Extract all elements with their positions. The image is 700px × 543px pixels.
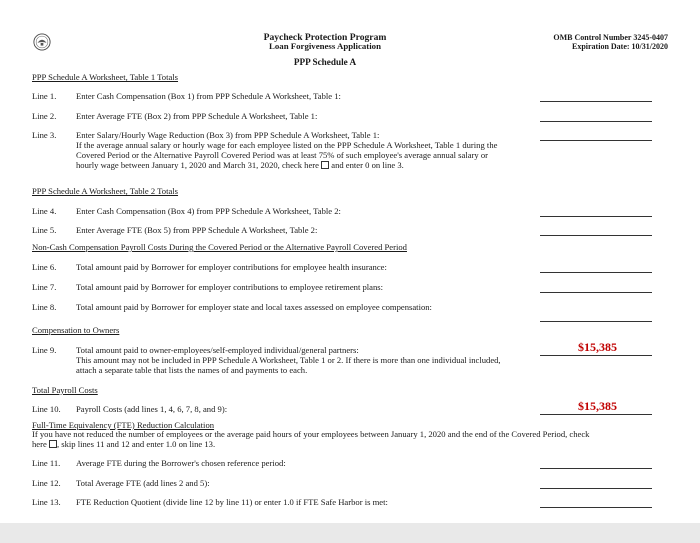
line-text: Payroll Costs (add lines 1, 4, 6, 7, 8, and 9):: [76, 404, 228, 414]
fte-note-text-end: , skip lines 11 and 12 and enter 1.0 on line 13.: [56, 438, 216, 449]
line-text: Total Average FTE (add lines 2 and 5):: [76, 478, 210, 488]
section-table2-totals: PPP Schedule A Worksheet, Table 2 Totals: [32, 186, 179, 196]
section-fte-reduction: Full-Time Equivalency (FTE) Reduction Calculation: [32, 420, 215, 430]
line-3-note: If the average annual salary or hourly wage for each employee listed on the PPP Schedule A Worksheet, Table 1 during the Covered Period or the Alternative Payroll Covered Period was at least 75% of such employee's average annual salary or hourly wage between January 1, 2020 and March 31, 2020, check here: [76, 139, 498, 170]
line-1-input[interactable]: [540, 101, 652, 102]
line-number: Line 9.: [32, 345, 57, 355]
line-number: Line 10.: [32, 404, 61, 414]
line-13-input[interactable]: [540, 507, 652, 508]
line-text: Enter Salary/Hourly Wage Reduction (Box 3) from PPP Schedule A Worksheet, Table 1:: [76, 130, 380, 140]
line-number: Line 6.: [32, 262, 57, 272]
line-number: Line 11.: [32, 458, 61, 468]
line-12-input[interactable]: [540, 488, 652, 489]
line-number: Line 7.: [32, 282, 57, 292]
section-table1-totals: PPP Schedule A Worksheet, Table 1 Totals: [32, 72, 179, 82]
line-9-input[interactable]: [540, 355, 652, 356]
line-number: Line 13.: [32, 497, 61, 507]
page-footer-bar: [0, 523, 700, 543]
expiration-date: Expiration Date: 10/31/2020: [572, 42, 668, 51]
line-text: Total amount paid by Borrower for employer contributions to employee retirement plans:: [76, 282, 384, 292]
line-number: Line 1.: [32, 91, 57, 101]
line-6-input[interactable]: [540, 272, 652, 273]
form-title: Paycheck Protection Program: [263, 32, 387, 43]
section-compensation-to-owners: Compensation to Owners: [32, 325, 120, 335]
line-number: Line 8.: [32, 302, 57, 312]
line-3-note-end: and enter 0 on line 3.: [331, 159, 404, 170]
line-2-input[interactable]: [540, 121, 652, 122]
section-noncash-compensation: Non-Cash Compensation Payroll Costs During the Covered Period or the Alternative Payroll Covered Period: [32, 242, 407, 252]
line-text: Enter Cash Compensation (Box 4) from PPP Schedule A Worksheet, Table 2:: [76, 206, 341, 216]
line-9-note: This amount may not be included in PPP Schedule A Worksheet, Table 1 or 2. If there is more than one individual included, attach a separate table that lists the names of and payments to each.: [76, 354, 501, 375]
line-3-input[interactable]: [540, 140, 652, 141]
line-number: Line 4.: [32, 206, 57, 216]
line-7-input[interactable]: [540, 292, 652, 293]
line-10-input[interactable]: [540, 414, 652, 415]
line-11-input[interactable]: [540, 468, 652, 469]
omb-control-number: OMB Control Number 3245-0407: [553, 33, 668, 42]
line-5-input[interactable]: [540, 235, 652, 236]
line-text: Enter Average FTE (Box 2) from PPP Schedule A Worksheet, Table 1:: [76, 111, 318, 121]
line-text: Total amount paid to owner-employees/self-employed individual/general partners:: [76, 345, 359, 355]
line-text: FTE Reduction Quotient (divide line 12 by line 11) or enter 1.0 if FTE Safe Harbor is met:: [76, 497, 388, 507]
line-number: Line 3.: [32, 130, 57, 140]
sba-seal-icon: [33, 33, 51, 51]
line-text: Average FTE during the Borrower's chosen reference period:: [76, 458, 286, 468]
line-text: Enter Average FTE (Box 5) from PPP Schedule A Worksheet, Table 2:: [76, 225, 318, 235]
section-total-payroll-costs: Total Payroll Costs: [32, 385, 98, 395]
line-text: Total amount paid by Borrower for employer state and local taxes assessed on employee compensation:: [76, 302, 432, 312]
line-number: Line 5.: [32, 225, 57, 235]
fte-safe-harbor-note: [32, 430, 592, 450]
line-3-checkbox[interactable]: [321, 161, 329, 169]
line-4-input[interactable]: [540, 216, 652, 217]
line-10-amount[interactable]: $15,385: [578, 399, 617, 413]
line-number: Line 12.: [32, 478, 61, 488]
form-subtitle: Loan Forgiveness Application: [269, 41, 381, 51]
line-9-amount[interactable]: $15,385: [578, 340, 617, 354]
line-8-input[interactable]: [540, 321, 652, 322]
line-number: Line 2.: [32, 111, 57, 121]
line-text: Enter Cash Compensation (Box 1) from PPP Schedule A Worksheet, Table 1:: [76, 91, 341, 101]
schedule-title: PPP Schedule A: [293, 57, 357, 67]
fte-checkbox[interactable]: [49, 440, 57, 448]
fte-note-text: If you have not reduced the number of employees or the average paid hours of your employees between January 1, 2020 and the end of the Covered Period, check here: [32, 429, 590, 449]
line-text: Total amount paid by Borrower for employer contributions for employee health insurance:: [76, 262, 387, 272]
